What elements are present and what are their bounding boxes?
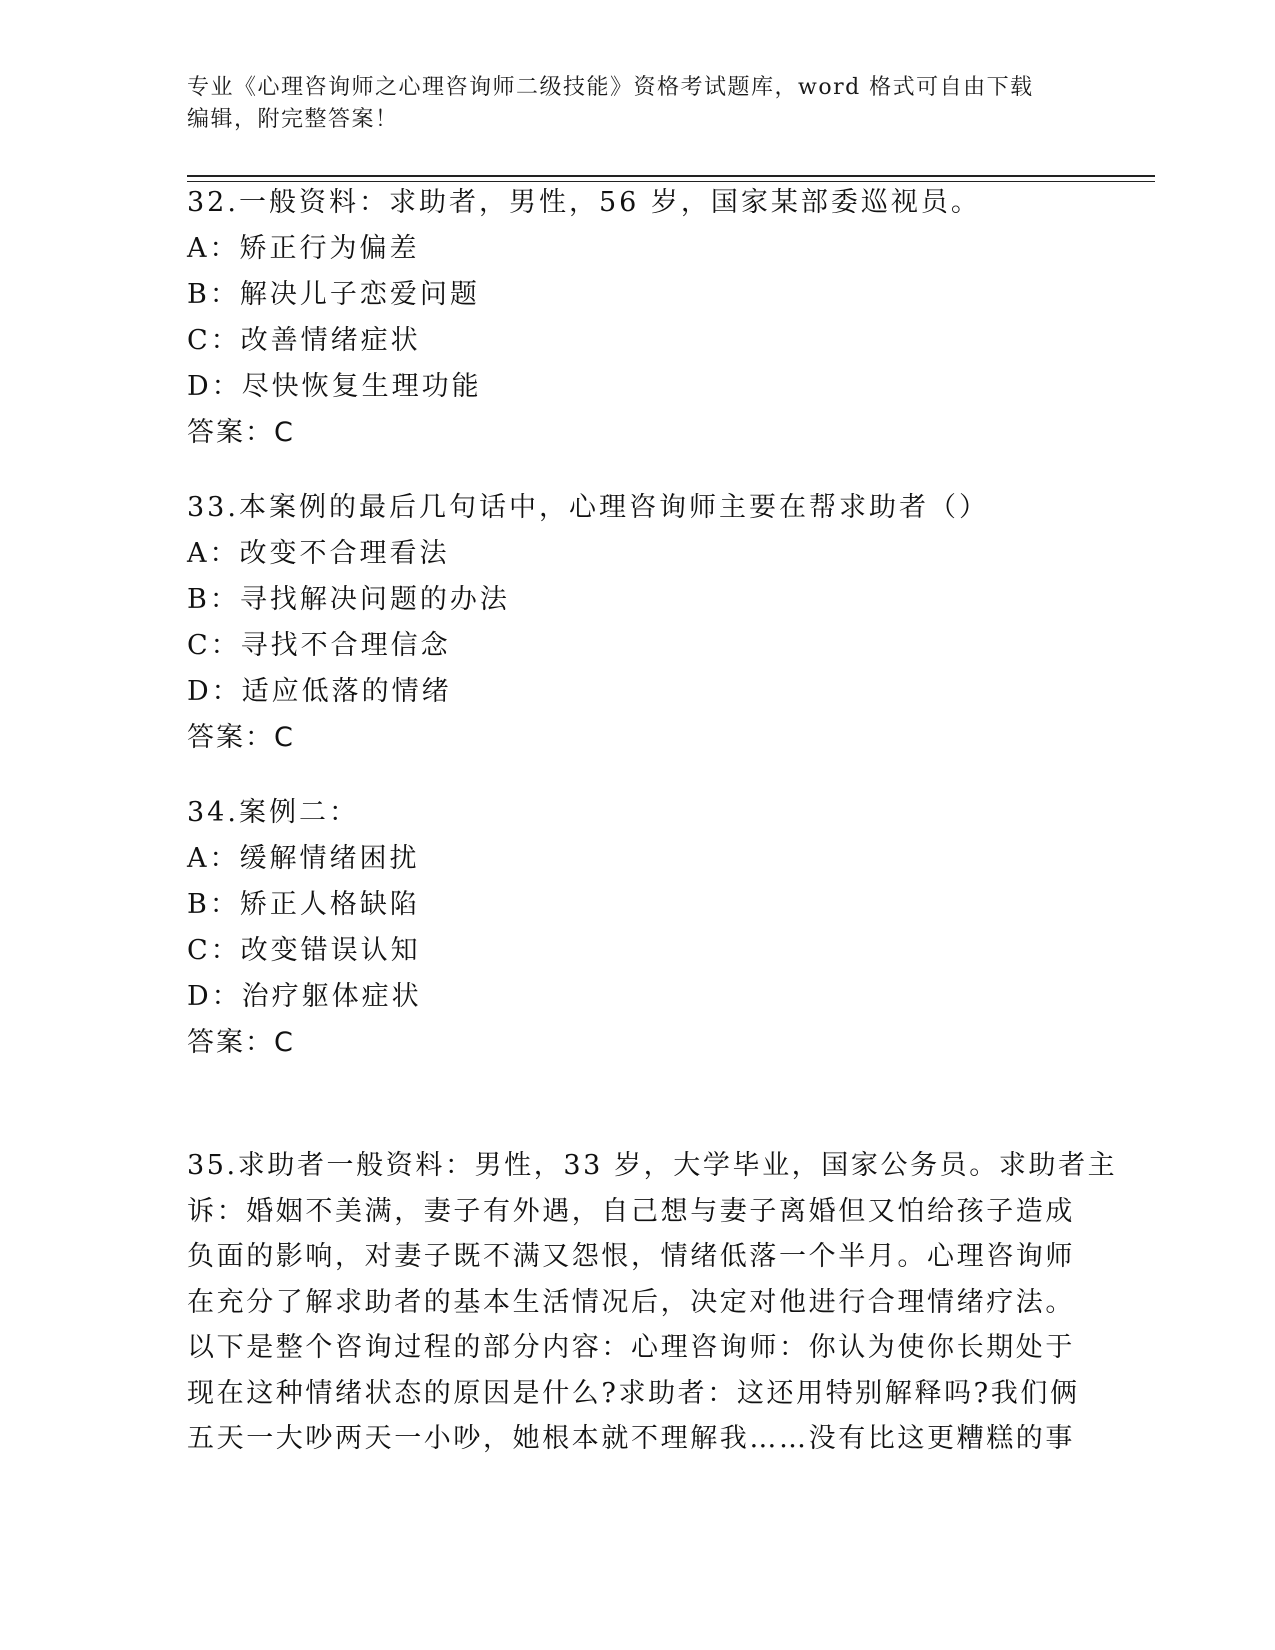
question-35-line: 以下是整个咨询过程的部分内容：心理咨询师：你认为使你长期处于 — [187, 1332, 1075, 1363]
option-a: A：改变不合理看法 — [187, 538, 450, 569]
option-c: C：改变错误认知 — [187, 935, 421, 966]
question-35-line: 五天一大吵两天一小吵，她根本就不理解我……没有比这更糟糕的事 — [187, 1423, 1075, 1454]
header-line-2: 编辑，附完整答案！ — [187, 107, 399, 132]
question-35-line: 35.求助者一般资料：男性，33 岁，大学毕业，国家公务员。求助者主 — [187, 1150, 1118, 1181]
question-32 — [187, 180, 1087, 456]
question-35-line: 在充分了解求助者的基本生活情况后，决定对他进行合理情绪疗法。 — [187, 1286, 1075, 1318]
question-stem: 32.一般资料：求助者，男性，56 岁，国家某部委巡视员。 — [187, 187, 981, 218]
option-d: D：适应低落的情绪 — [187, 676, 452, 707]
option-a: A：矫正行为偏差 — [187, 233, 420, 264]
answer-label: 答案：C — [187, 417, 295, 448]
option-b: B：矫正人格缺陷 — [187, 889, 420, 920]
option-d: D：尽快恢复生理功能 — [187, 371, 482, 402]
question-34 — [187, 790, 1087, 1066]
header-divider-thick — [187, 175, 1155, 177]
question-stem: 33.本案例的最后几句话中，心理咨询师主要在帮求助者（） — [187, 492, 989, 523]
question-35-line: 负面的影响，对妻子既不满又怨恨，情绪低落一个半月。心理咨询师 — [187, 1241, 1075, 1272]
answer-label: 答案：C — [187, 722, 295, 753]
question-33 — [187, 485, 1087, 761]
option-b: B：寻找解决问题的办法 — [187, 584, 510, 615]
question-35-line: 现在这种情绪状态的原因是什么?求助者：这还用特别解释吗?我们俩 — [187, 1377, 1080, 1409]
question-stem: 34.案例二： — [187, 797, 359, 828]
answer-label: 答案：C — [187, 1027, 295, 1058]
option-c: C：寻找不合理信念 — [187, 630, 451, 661]
option-c: C：改善情绪症状 — [187, 325, 421, 356]
option-a: A：缓解情绪困扰 — [187, 843, 420, 874]
option-b: B：解决儿子恋爱问题 — [187, 279, 480, 310]
header-line-1: 专业《心理咨询师之心理咨询师二级技能》资格考试题库，word 格式可自由下载 — [187, 75, 1034, 100]
document-header — [187, 72, 1107, 136]
option-d: D：治疗躯体症状 — [187, 981, 422, 1012]
question-35 — [187, 1143, 1118, 1462]
question-35-line: 诉：婚姻不美满，妻子有外遇，自己想与妻子离婚但又怕给孩子造成 — [187, 1195, 1075, 1227]
